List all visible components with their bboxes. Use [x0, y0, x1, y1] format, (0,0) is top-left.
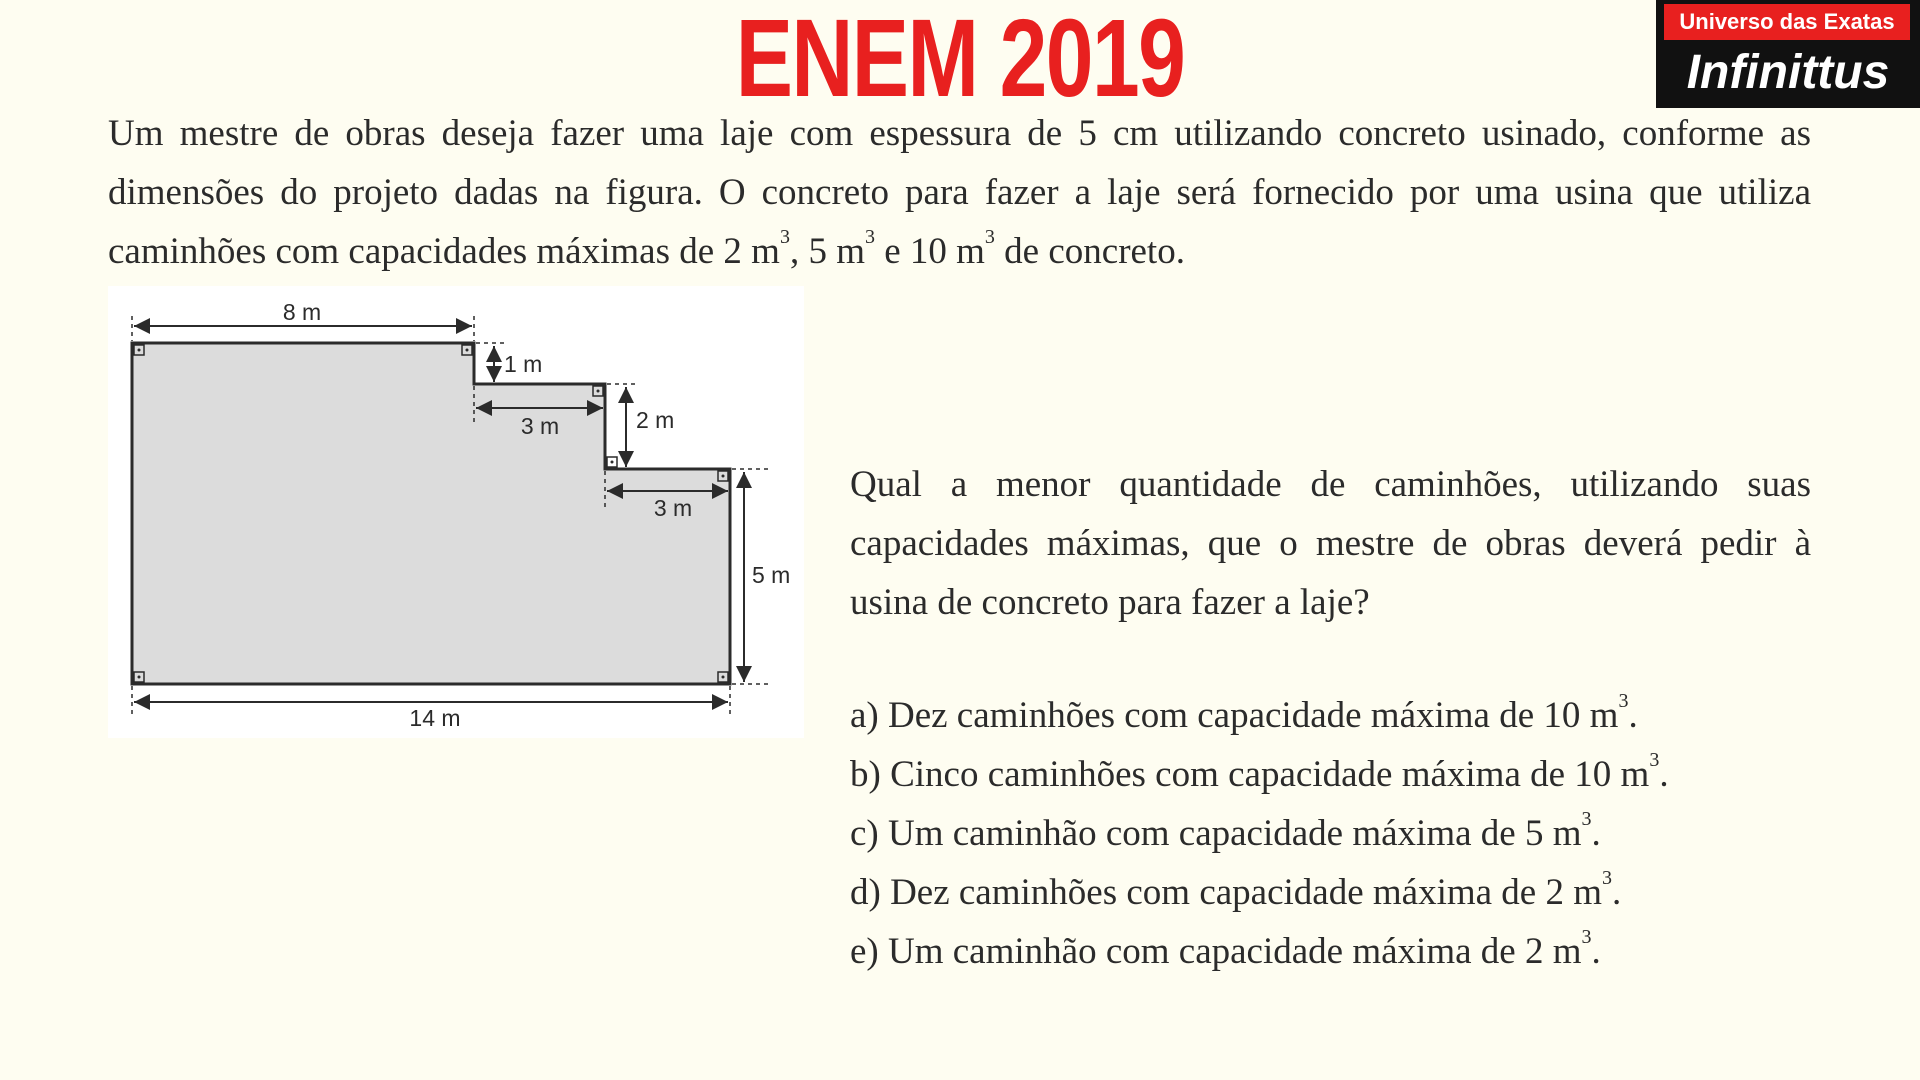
- superscript: 3: [779, 226, 790, 248]
- superscript: 3: [1581, 808, 1592, 830]
- dim-label-right-height: 5 m: [752, 562, 791, 588]
- statement-text-1: Um mestre de obras deseja fazer uma laje com espessura de 5 cm utilizando concreto usinado, conforme as dimensões do projeto dadas na figura. O concreto para fazer a laje será fornecido por uma usina que utiliza caminhões com capacidades máximas de 2 m: [108, 113, 1811, 272]
- option-a-end: .: [1628, 695, 1638, 736]
- dim-label-step1-height: 1 m: [504, 351, 543, 377]
- slab-shape: [132, 343, 730, 684]
- question-text: Qual a menor quantidade de caminhões, utilizando suas capacidades máximas, que o mestre de obras deverá pedir à usina de concreto para fazer a laje?: [850, 464, 1811, 623]
- slab-diagram-svg: [108, 286, 804, 738]
- slab-diagram: [108, 286, 804, 738]
- statement-text-2: , 5 m: [789, 231, 865, 272]
- answer-options: [850, 686, 1811, 981]
- statement-text-4: de concreto.: [994, 231, 1185, 272]
- option-a-text: a) Dez caminhões com capacidade máxima de 10 m: [850, 695, 1619, 736]
- superscript: 3: [1618, 690, 1629, 712]
- dim-label-step2-height: 2 m: [636, 407, 675, 433]
- logo-name: Infinittus: [1686, 46, 1890, 99]
- page-title: ENEM 2019: [735, 0, 1185, 120]
- option-e: [850, 922, 1811, 981]
- dim-label-step1-width: 3 m: [520, 413, 560, 439]
- brand-logo: [1656, 0, 1920, 108]
- option-c-text: c) Um caminhão com capacidade máxima de 5 m: [850, 813, 1582, 854]
- option-c: [850, 804, 1811, 863]
- option-d-text: d) Dez caminhões com capacidade máxima de 2 m: [850, 872, 1603, 913]
- superscript: 3: [1602, 867, 1613, 889]
- superscript: 3: [864, 226, 875, 248]
- logo-tagline: Universo das Exatas: [1664, 4, 1910, 40]
- statement-text-3: e 10 m: [874, 231, 985, 272]
- option-b: [850, 745, 1811, 804]
- option-b-end: .: [1659, 754, 1669, 795]
- problem-statement: [108, 104, 1811, 281]
- option-e-end: .: [1591, 931, 1601, 972]
- superscript: 3: [1649, 749, 1660, 771]
- option-d-end: .: [1612, 872, 1622, 913]
- superscript: 3: [1581, 926, 1592, 948]
- option-b-text: b) Cinco caminhões com capacidade máxima de 10 m: [850, 754, 1650, 795]
- option-e-text: e) Um caminhão com capacidade máxima de 2 m: [850, 931, 1582, 972]
- dim-label-top: 8 m: [282, 299, 322, 325]
- option-c-end: .: [1591, 813, 1601, 854]
- option-a: [850, 686, 1811, 745]
- superscript: 3: [984, 226, 995, 248]
- dim-label-step2-width: 3 m: [653, 495, 693, 521]
- dim-label-bottom: 14 m: [409, 705, 461, 731]
- option-d: [850, 863, 1811, 922]
